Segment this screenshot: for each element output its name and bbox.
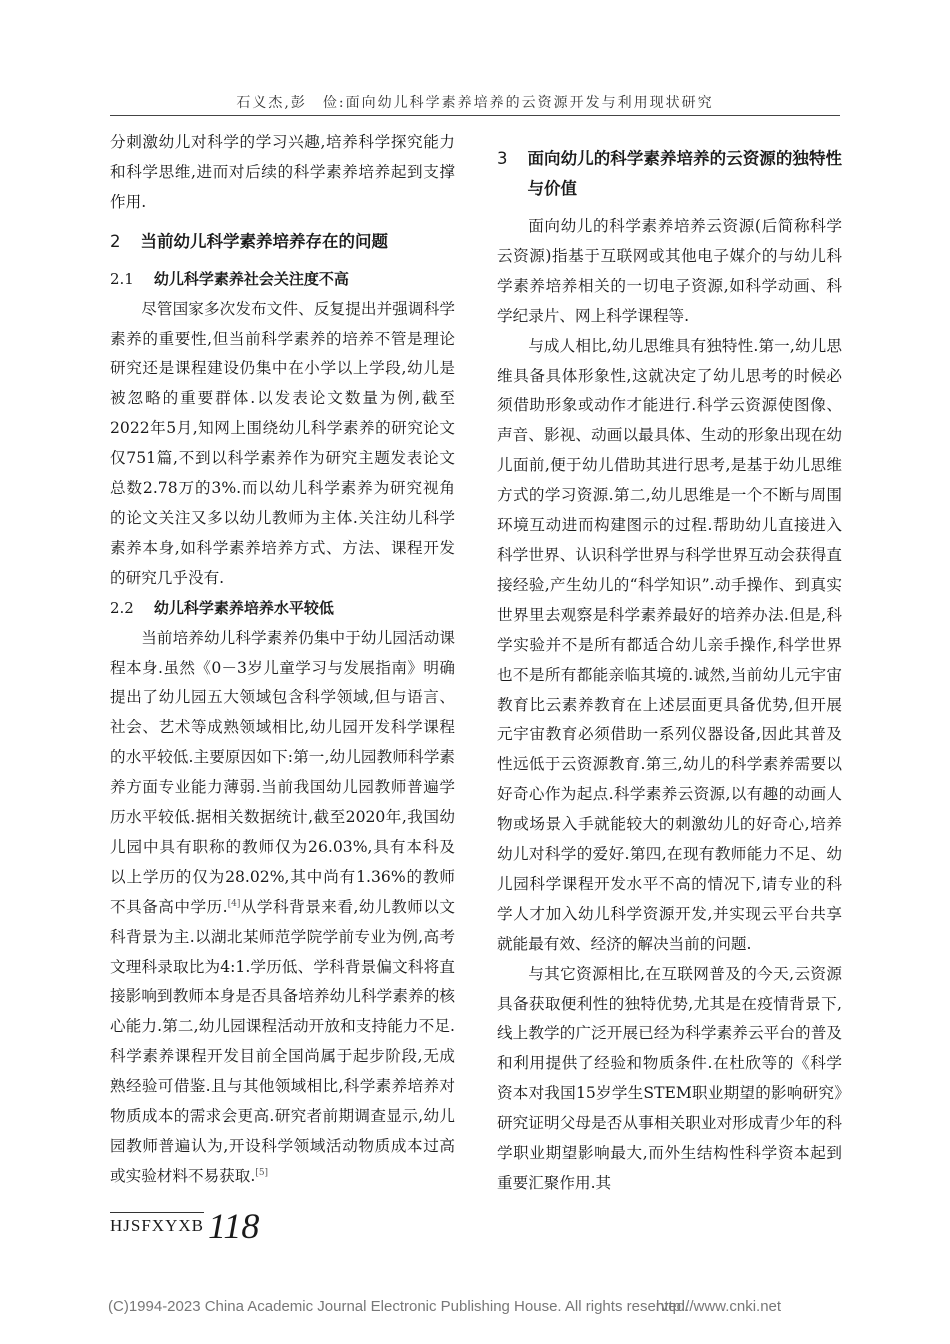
citation-5[interactable]: [5] xyxy=(255,1167,269,1178)
page-number: 118 xyxy=(208,1206,260,1246)
section-title: 幼儿科学素养培养水平较低 xyxy=(153,598,334,617)
section-2-1-paragraph: 尽管国家多次发布文件、反复提出并强调科学素养的重要性,但当前科学素养的培养不管是理论研究还是课程建设仍集中在小学以上学段,幼儿是被忽略的重要群体.以发表论文数量为例,截至2022年5月,知网上围绕幼儿科学素养的研究论文仅751篇,不到以科学素养作为研究主题发表论文总数2.78万的3%.而以幼儿科学素养为研究视角的论文关注又多以幼儿教师为主体.关注幼儿科学素养本身,如科学素养培养方式、方法、课程开发的研究几乎没有. xyxy=(110,299,455,587)
left-column xyxy=(110,128,455,1192)
copyright-notice: (C)1994-2023 China Academic Journal Electronic Publishing House. All rights reserved. xyxy=(108,1298,690,1315)
section-2-heading xyxy=(110,227,455,257)
section-2-2-heading xyxy=(110,594,455,624)
section-title: 当前幼儿科学素养培养存在的问题 xyxy=(140,231,388,251)
section-title: 面向幼儿的科学素养培养的云资源的独特性与价值 xyxy=(527,149,842,198)
footer-rule xyxy=(110,1212,204,1213)
citation-4[interactable]: [4] xyxy=(227,898,241,909)
section-2-2-paragraph xyxy=(110,624,455,1192)
section-3-heading xyxy=(497,144,842,204)
paragraph-text: 从学科背景来看,幼儿教师以文科背景为主.以湖北某师范学院学前专业为例,高考文理科录取比为4:1.学历低、学科背景偏文科将直接影响到教师本身是否具备培养幼儿科学素养的核心能力.第二,幼儿园课程活动开放和支持能力不足.科学素养课程开发目前全国尚属于起步阶段,无成熟经验可借鉴.且与其他领域相比,科学素养培养对物质成本的需求会更高.研究者前期调查显示,幼儿园教师普遍认为,开设科学领域活动物质成本过高或实验材料不易获取. xyxy=(110,897,455,1185)
header-rule xyxy=(110,115,840,116)
section-number: 3 xyxy=(497,149,508,168)
paragraph-text: 当前培养幼儿科学素养仍集中于幼儿园活动课程本身.虽然《0－3岁儿童学习与发展指南》明确提出了幼儿园五大领域包含科学领域,但与语言、社会、艺术等成熟领域相比,幼儿园开发科学课程的水平较低.主要原因如下:第一,幼儿园教师科学素养方面专业能力薄弱.当前我国幼儿园教师普遍学历水平较低.据相关数据统计,截至2020年,我国幼儿园中具有职称的教师仅为26.03%,具有本科及以上学历的仅为28.02%,其中尚有1.36%的教师不具备高中学历. xyxy=(110,628,455,916)
running-header: 石义杰,彭 俭:面向幼儿科学素养培养的云资源开发与利用现状研究 xyxy=(236,95,714,111)
section-number: 2 xyxy=(110,231,121,251)
journal-code: HJSFXYXB xyxy=(110,1216,204,1236)
section-3-paragraph-3: 与其它资源相比,在互联网普及的今天,云资源具备获取便利性的独特优势,尤其是在疫情背景下,线上教学的广泛开展已经为科学素养云平台的普及和利用提供了经验和物质条件.在杜欣等的《科学资本对我国15岁学生STEM职业期望的影响研究》研究证明父母是否从事相关职业对形成青少年的科学职业期望影响最大,而外生结构性科学资本起到重要汇聚作用.其 xyxy=(497,964,842,1192)
section-title: 幼儿科学素养社会关注度不高 xyxy=(153,269,349,288)
section-number: 2.2 xyxy=(110,598,134,617)
section-number: 2.1 xyxy=(110,269,134,288)
website-link[interactable]: http://www.cnki.net xyxy=(656,1298,782,1315)
section-2-1-heading xyxy=(110,265,455,295)
intro-paragraph: 分刺激幼儿对科学的学习兴趣,培养科学探究能力和科学思维,进而对后续的科学素养培养起到支撑作用. xyxy=(110,133,455,211)
section-3-paragraph-2: 与成人相比,幼儿思维具有独特性.第一,幼儿思维具备具体形象性,这就决定了幼儿思考的时候必须借助形象或动作才能进行.科学云资源使图像、声音、影视、动画以最具体、生动的形象出现在幼儿面前,便于幼儿借助其进行思考,是基于幼儿思维方式的学习资源.第二,幼儿思维是一个不断与周围环境互动进而构建图示的过程.帮助幼儿直接进入科学世界、认识科学世界与科学世界互动会获得直接经验,产生幼儿的“科学知识”.动手操作、到真实世界里去观察是科学素养最好的培养办法.但是,科学实验并不是所有都适合幼儿亲手操作,科学世界也不是所有都能亲临其境的.诚然,当前幼儿元宇宙教育比云素养教育在上述层面更具备优势,但开展元宇宙教育必须借助一系列仪器设备,因此其普及性远低于云资源教育.第三,幼儿的科学素养需要以好奇心作为起点.科学素养云资源,以有趣的动画人物或场景入手就能较大的刺激幼儿的好奇心,培养幼儿对科学的爱好.第四,在现有教师能力不足、幼儿园科学课程开发水平不高的情况下,请专业的科学人才加入幼儿科学资源开发,并实现云平台共享就能最有效、经济的解决当前的问题. xyxy=(497,336,842,953)
section-3-paragraph-1: 面向幼儿的科学素养培养云资源(后简称科学云资源)指基于互联网或其他电子媒介的与幼儿科学素养培养相关的一切电子资源,如科学动画、科学纪录片、网上科学课程等. xyxy=(497,217,842,325)
right-column xyxy=(497,128,842,1199)
